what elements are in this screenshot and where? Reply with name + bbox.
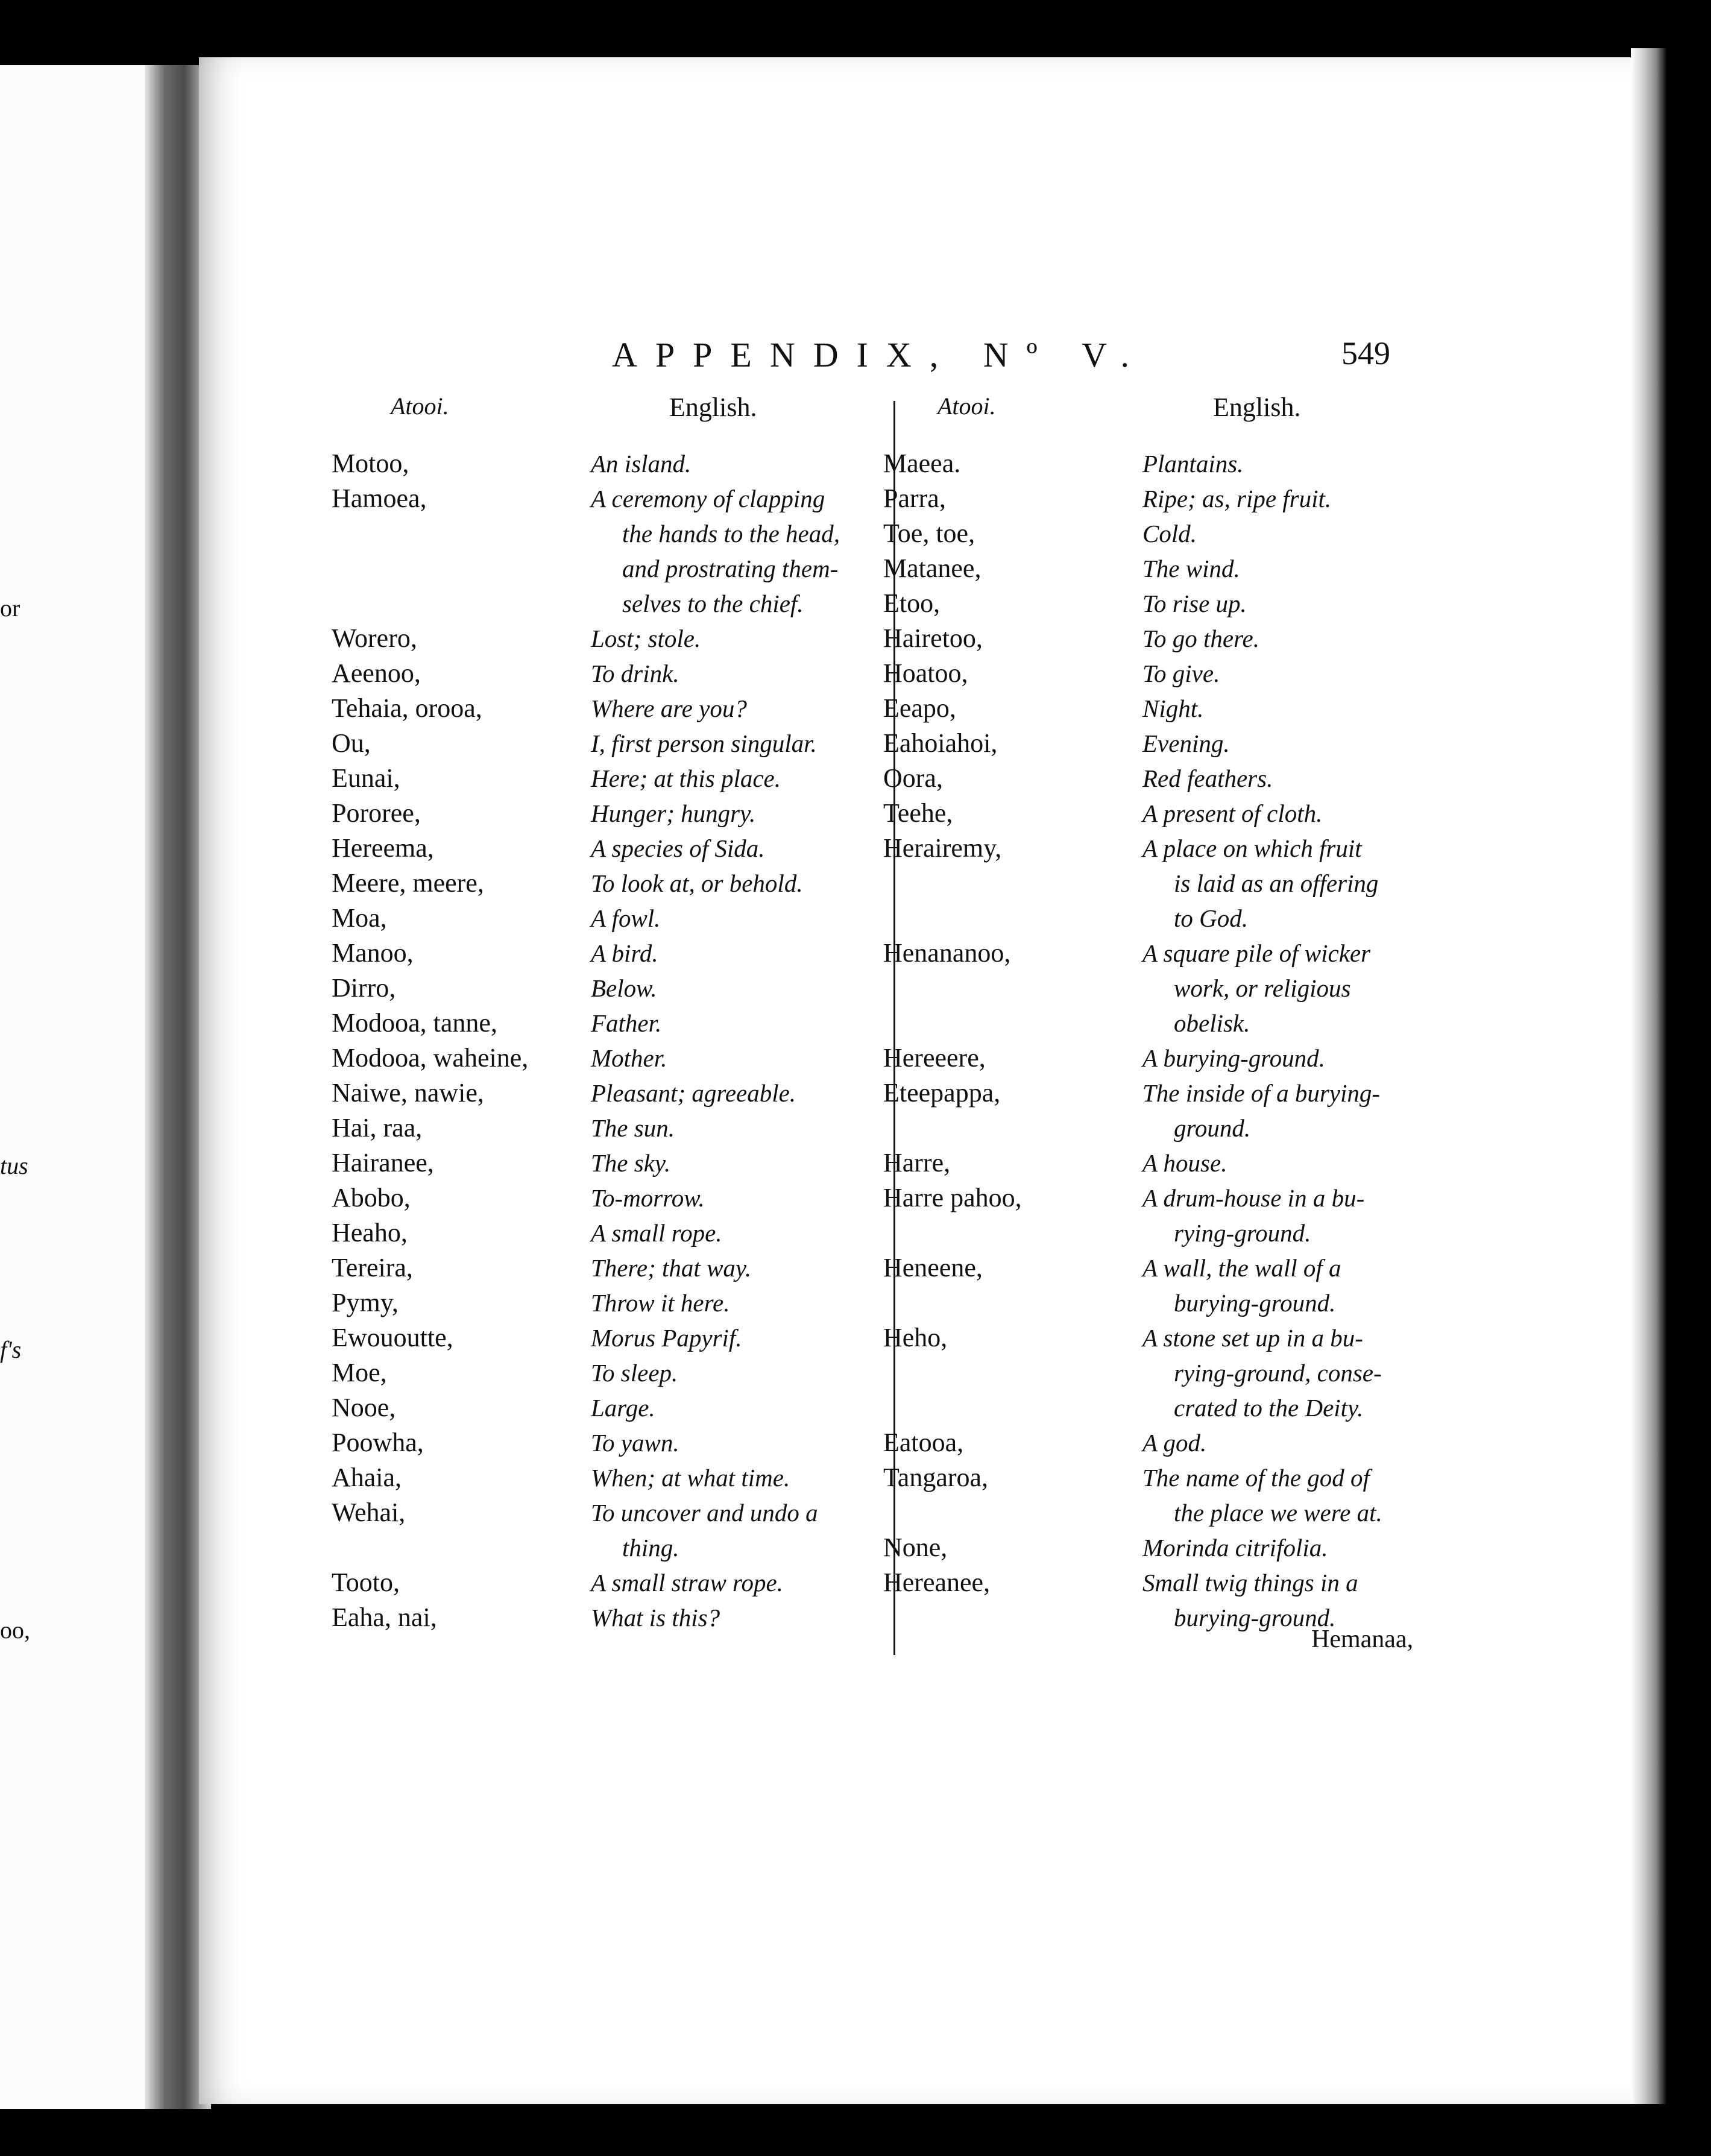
vocabulary-entry xyxy=(883,691,1426,726)
gloss-line: Small twig things in a xyxy=(1142,1569,1358,1597)
english-gloss xyxy=(1142,586,1426,621)
gloss-line: to God. xyxy=(1174,904,1248,932)
catchword: Hemanaa, xyxy=(1311,1625,1414,1653)
atooi-word: Harre, xyxy=(883,1148,951,1177)
english-gloss xyxy=(1142,656,1426,691)
atooi-word: Eeapo, xyxy=(883,693,956,723)
gloss-line: Here; at this place. xyxy=(591,764,781,792)
vocabulary-entry xyxy=(332,446,862,481)
gloss-line: work, or religious xyxy=(1174,974,1351,1002)
gloss-line: rying-ground. xyxy=(1174,1219,1311,1247)
atooi-word: Harre pahoo, xyxy=(883,1183,1022,1212)
gloss-line: burying-ground. xyxy=(1174,1604,1336,1631)
atooi-word: Hamoea, xyxy=(332,484,427,513)
gloss-line: A present of cloth. xyxy=(1142,799,1323,827)
atooi-word: Teehe, xyxy=(883,798,953,828)
running-head: APPENDIX, Nº V. xyxy=(612,335,1148,374)
gloss-line: thing. xyxy=(622,1534,679,1562)
atooi-word: Pororee, xyxy=(332,798,421,828)
gloss-line: A ceremony of clapping xyxy=(591,485,825,512)
english-gloss xyxy=(1142,761,1426,796)
gloss-line: is laid as an offering xyxy=(1174,869,1379,897)
vocabulary-entry xyxy=(332,621,862,656)
atooi-word: Moa, xyxy=(332,903,387,933)
atooi-word: Worero, xyxy=(332,623,417,653)
vocabulary-entry xyxy=(332,1600,862,1635)
english-gloss xyxy=(591,481,862,621)
gloss-line: To go there. xyxy=(1142,625,1260,652)
vocabulary-entry xyxy=(883,481,1426,516)
atooi-word: Hairetoo, xyxy=(883,623,983,653)
gloss-line: A species of Sida. xyxy=(591,834,765,862)
gloss-line: There; that way. xyxy=(591,1254,752,1282)
vocabulary-entry xyxy=(332,691,862,726)
atooi-word: Eatooa, xyxy=(883,1428,964,1457)
english-gloss xyxy=(591,1425,862,1460)
vocabulary-entry xyxy=(883,586,1426,621)
vocabulary-entry xyxy=(883,831,1426,936)
page-number: 549 xyxy=(1341,335,1390,371)
atooi-word: None, xyxy=(883,1533,948,1562)
english-gloss xyxy=(1142,481,1426,516)
atooi-word: Moe, xyxy=(332,1358,387,1387)
atooi-word: Tehaia, orooa, xyxy=(332,693,482,723)
gloss-line: To-morrow. xyxy=(591,1184,705,1212)
atooi-word: Oora, xyxy=(883,763,943,793)
english-gloss xyxy=(1142,726,1426,761)
vocabulary-entry xyxy=(332,481,862,621)
english-gloss xyxy=(1142,796,1426,831)
vocabulary-entry xyxy=(883,796,1426,831)
atooi-word: Hereeere, xyxy=(883,1043,986,1073)
english-gloss xyxy=(1142,936,1426,1041)
vocabulary-entry xyxy=(332,1320,862,1355)
vocabulary-entry xyxy=(883,761,1426,796)
gloss-line: A small straw rope. xyxy=(591,1569,783,1597)
atooi-word: Tereira, xyxy=(332,1253,413,1282)
vocabulary-entry xyxy=(332,831,862,866)
english-gloss xyxy=(591,1006,862,1041)
gloss-line: the hands to the head, xyxy=(622,520,840,547)
english-gloss xyxy=(591,1495,862,1565)
vocabulary-entry xyxy=(332,1215,862,1250)
vocabulary-entry xyxy=(332,1006,862,1041)
english-gloss xyxy=(1142,551,1426,586)
atooi-word: Ahaia, xyxy=(332,1463,402,1492)
vocabulary-entry xyxy=(883,1180,1426,1250)
english-gloss xyxy=(591,796,862,831)
gloss-line: To give. xyxy=(1142,660,1220,687)
vocabulary-column-left xyxy=(332,446,862,1635)
gloss-line: A stone set up in a bu- xyxy=(1142,1324,1363,1352)
gloss-line: An island. xyxy=(591,450,692,478)
gloss-line: Below. xyxy=(591,974,657,1002)
english-gloss xyxy=(1142,1425,1426,1460)
english-gloss xyxy=(591,1215,862,1250)
vocabulary-entry xyxy=(883,1041,1426,1076)
vocabulary-entry xyxy=(332,901,862,936)
vocabulary-entry xyxy=(332,1285,862,1320)
atooi-word: Naiwe, nawie, xyxy=(332,1078,484,1108)
english-gloss xyxy=(1142,621,1426,656)
gloss-line: A burying-ground. xyxy=(1142,1044,1325,1072)
gloss-line: rying-ground, conse- xyxy=(1174,1359,1382,1387)
atooi-word: Ewououtte, xyxy=(332,1323,453,1352)
vocabulary-entry xyxy=(883,1530,1426,1565)
gloss-line: To rise up. xyxy=(1142,590,1247,617)
vocabulary-entry xyxy=(332,1495,862,1565)
atooi-word: Heho, xyxy=(883,1323,948,1352)
english-gloss xyxy=(591,1355,862,1390)
atooi-word: Hereema, xyxy=(332,833,434,863)
atooi-word: Herairemy, xyxy=(883,833,1002,863)
english-gloss xyxy=(591,901,862,936)
atooi-word: Aeenoo, xyxy=(332,658,421,688)
atooi-word: Ou, xyxy=(332,728,371,758)
vocabulary-entry xyxy=(883,1460,1426,1530)
english-gloss xyxy=(1142,516,1426,551)
page-edge xyxy=(1631,48,1667,2104)
english-gloss xyxy=(591,1565,862,1600)
atooi-word: Hoatoo, xyxy=(883,658,968,688)
gloss-line: A house. xyxy=(1142,1149,1227,1177)
vocabulary-entry xyxy=(883,621,1426,656)
english-gloss xyxy=(591,446,862,481)
vocabulary-entry xyxy=(332,1076,862,1111)
vocabulary-entry xyxy=(332,1565,862,1600)
atooi-word: Hairanee, xyxy=(332,1148,434,1177)
gloss-line: Pleasant; agreeable. xyxy=(591,1079,796,1107)
english-gloss xyxy=(1142,831,1426,936)
facing-page xyxy=(0,65,151,2109)
english-gloss xyxy=(1142,446,1426,481)
vocabulary-entry xyxy=(883,656,1426,691)
gloss-line: A small rope. xyxy=(591,1219,722,1247)
english-gloss xyxy=(591,936,862,971)
facing-page-fragment: or xyxy=(0,594,20,622)
gloss-line: The name of the god of xyxy=(1142,1464,1370,1492)
english-gloss xyxy=(591,1390,862,1425)
gloss-line: Where are you? xyxy=(591,695,747,722)
gloss-line: ground. xyxy=(1174,1114,1251,1142)
english-gloss xyxy=(1142,1076,1426,1146)
column-header-english: English. xyxy=(1213,392,1301,422)
atooi-word: Modooa, waheine, xyxy=(332,1043,529,1073)
atooi-word: Heneene, xyxy=(883,1253,983,1282)
gloss-line: The sky. xyxy=(591,1149,671,1177)
vocabulary-entry xyxy=(332,1355,862,1390)
atooi-word: Pymy, xyxy=(332,1288,399,1317)
atooi-word: Hereanee, xyxy=(883,1568,991,1597)
english-gloss xyxy=(591,1460,862,1495)
vocabulary-entry xyxy=(332,1146,862,1180)
vocabulary-entry xyxy=(332,1180,862,1215)
atooi-word: Eahoiahoi, xyxy=(883,728,998,758)
english-gloss xyxy=(591,831,862,866)
vocabulary-column-right xyxy=(883,446,1426,1635)
vocabulary-entry xyxy=(883,1146,1426,1180)
english-gloss xyxy=(591,621,862,656)
vocabulary-entry xyxy=(332,1111,862,1146)
gloss-line: and prostrating them- xyxy=(622,555,839,582)
atooi-word: Wehai, xyxy=(332,1498,406,1527)
gloss-line: When; at what time. xyxy=(591,1464,790,1492)
gloss-line: Mother. xyxy=(591,1044,667,1072)
column-header-atooi: Atooi. xyxy=(391,392,449,420)
english-gloss xyxy=(591,1250,862,1285)
facing-page-fragment: f's xyxy=(0,1336,22,1363)
english-gloss xyxy=(1142,1530,1426,1565)
vocabulary-entry xyxy=(883,1076,1426,1146)
english-gloss xyxy=(591,1285,862,1320)
english-gloss xyxy=(1142,1041,1426,1076)
gloss-line: I, first person singular. xyxy=(591,730,817,757)
english-gloss xyxy=(1142,1460,1426,1530)
atooi-word: Parra, xyxy=(883,484,946,513)
vocabulary-entry xyxy=(883,1425,1426,1460)
vocabulary-entry xyxy=(332,1390,862,1425)
atooi-word: Modooa, tanne, xyxy=(332,1008,497,1038)
gloss-line: To yawn. xyxy=(591,1429,679,1457)
vocabulary-entry xyxy=(332,656,862,691)
english-gloss xyxy=(591,866,862,901)
english-gloss xyxy=(591,1076,862,1111)
english-gloss xyxy=(591,761,862,796)
gloss-line: burying-ground. xyxy=(1174,1289,1336,1317)
english-gloss xyxy=(1142,1320,1426,1425)
gloss-line: Throw it here. xyxy=(591,1289,730,1317)
gloss-line: Morus Papyrif. xyxy=(591,1324,742,1352)
vocabulary-entry xyxy=(883,1320,1426,1425)
atooi-word: Hai, raa, xyxy=(332,1113,423,1143)
gloss-line: A place on which fruit xyxy=(1142,834,1362,862)
atooi-word: Toe, toe, xyxy=(883,519,975,548)
atooi-word: Abobo, xyxy=(332,1183,411,1212)
english-gloss xyxy=(1142,1146,1426,1180)
facing-page-fragment: oo, xyxy=(0,1616,30,1644)
vocabulary-entry xyxy=(883,551,1426,586)
atooi-word: Etoo, xyxy=(883,588,941,618)
gloss-line: Hunger; hungry. xyxy=(591,799,756,827)
gloss-line: A drum-house in a bu- xyxy=(1142,1184,1365,1212)
column-header-atooi: Atooi. xyxy=(937,392,996,420)
english-gloss xyxy=(591,1146,862,1180)
gloss-line: The wind. xyxy=(1142,555,1240,582)
english-gloss xyxy=(591,1600,862,1635)
vocabulary-entry xyxy=(883,936,1426,1041)
atooi-word: Maeea. xyxy=(883,449,961,478)
english-gloss xyxy=(1142,691,1426,726)
vocabulary-entry xyxy=(332,796,862,831)
gloss-line: To look at, or behold. xyxy=(591,869,803,897)
gloss-line: Large. xyxy=(591,1394,655,1422)
english-gloss xyxy=(591,726,862,761)
gloss-line: The sun. xyxy=(591,1114,675,1142)
atooi-word: Poowha, xyxy=(332,1428,424,1457)
gloss-line: What is this? xyxy=(591,1604,720,1631)
gloss-line: A fowl. xyxy=(591,904,661,932)
vocabulary-entry xyxy=(332,866,862,901)
gloss-line: A bird. xyxy=(591,939,658,967)
vocabulary-entry xyxy=(332,726,862,761)
gloss-line: Night. xyxy=(1142,695,1204,722)
gloss-line: A square pile of wicker xyxy=(1142,939,1371,967)
atooi-word: Meere, meere, xyxy=(332,868,484,898)
atooi-word: Dirro, xyxy=(332,973,396,1003)
atooi-word: Manoo, xyxy=(332,938,414,968)
gloss-line: Lost; stole. xyxy=(591,625,701,652)
vocabulary-entry xyxy=(332,1041,862,1076)
atooi-word: Eaha, nai, xyxy=(332,1603,437,1632)
facing-page-fragment: tus xyxy=(0,1152,28,1179)
atooi-word: Nooe, xyxy=(332,1393,396,1422)
vocabulary-entry xyxy=(332,971,862,1006)
vocabulary-entry xyxy=(883,516,1426,551)
english-gloss xyxy=(1142,1180,1426,1250)
english-gloss xyxy=(591,1111,862,1146)
vocabulary-entry xyxy=(332,761,862,796)
column-header-english: English. xyxy=(669,392,757,422)
vocabulary-entry xyxy=(883,446,1426,481)
gloss-line: Evening. xyxy=(1142,730,1230,757)
gloss-line: Plantains. xyxy=(1142,450,1244,478)
gloss-line: Father. xyxy=(591,1009,662,1037)
vocabulary-entry xyxy=(332,936,862,971)
english-gloss xyxy=(591,1320,862,1355)
vocabulary-entry xyxy=(332,1425,862,1460)
gloss-line: selves to the chief. xyxy=(622,590,804,617)
atooi-word: Eunai, xyxy=(332,763,400,793)
gloss-line: To drink. xyxy=(591,660,679,687)
vocabulary-entry xyxy=(883,1250,1426,1320)
gloss-line: To sleep. xyxy=(591,1359,678,1387)
atooi-word: Heaho, xyxy=(332,1218,408,1247)
vocabulary-entry xyxy=(332,1250,862,1285)
gloss-line: Ripe; as, ripe fruit. xyxy=(1142,485,1332,512)
atooi-word: Eteepappa, xyxy=(883,1078,1001,1108)
gloss-line: the place we were at. xyxy=(1174,1499,1382,1527)
gloss-line: Cold. xyxy=(1142,520,1197,547)
atooi-word: Matanee, xyxy=(883,553,982,583)
gloss-line: The inside of a burying- xyxy=(1142,1079,1381,1107)
english-gloss xyxy=(591,1180,862,1215)
gloss-line: To uncover and undo a xyxy=(591,1499,818,1527)
gloss-line: A wall, the wall of a xyxy=(1142,1254,1341,1282)
atooi-word: Tangaroa, xyxy=(883,1463,989,1492)
gloss-line: obelisk. xyxy=(1174,1009,1250,1037)
vocabulary-entry xyxy=(883,726,1426,761)
english-gloss xyxy=(591,1041,862,1076)
vocabulary-entry xyxy=(332,1460,862,1495)
english-gloss xyxy=(591,971,862,1006)
atooi-word: Motoo, xyxy=(332,449,409,478)
gloss-line: Red feathers. xyxy=(1142,764,1273,792)
english-gloss xyxy=(1142,1250,1426,1320)
gloss-line: A god. xyxy=(1142,1429,1207,1457)
atooi-word: Tooto, xyxy=(332,1568,400,1597)
english-gloss xyxy=(591,691,862,726)
atooi-word: Henananoo, xyxy=(883,938,1011,968)
english-gloss xyxy=(591,656,862,691)
gloss-line: Morinda citrifolia. xyxy=(1142,1534,1328,1562)
gloss-line: crated to the Deity. xyxy=(1174,1394,1364,1422)
